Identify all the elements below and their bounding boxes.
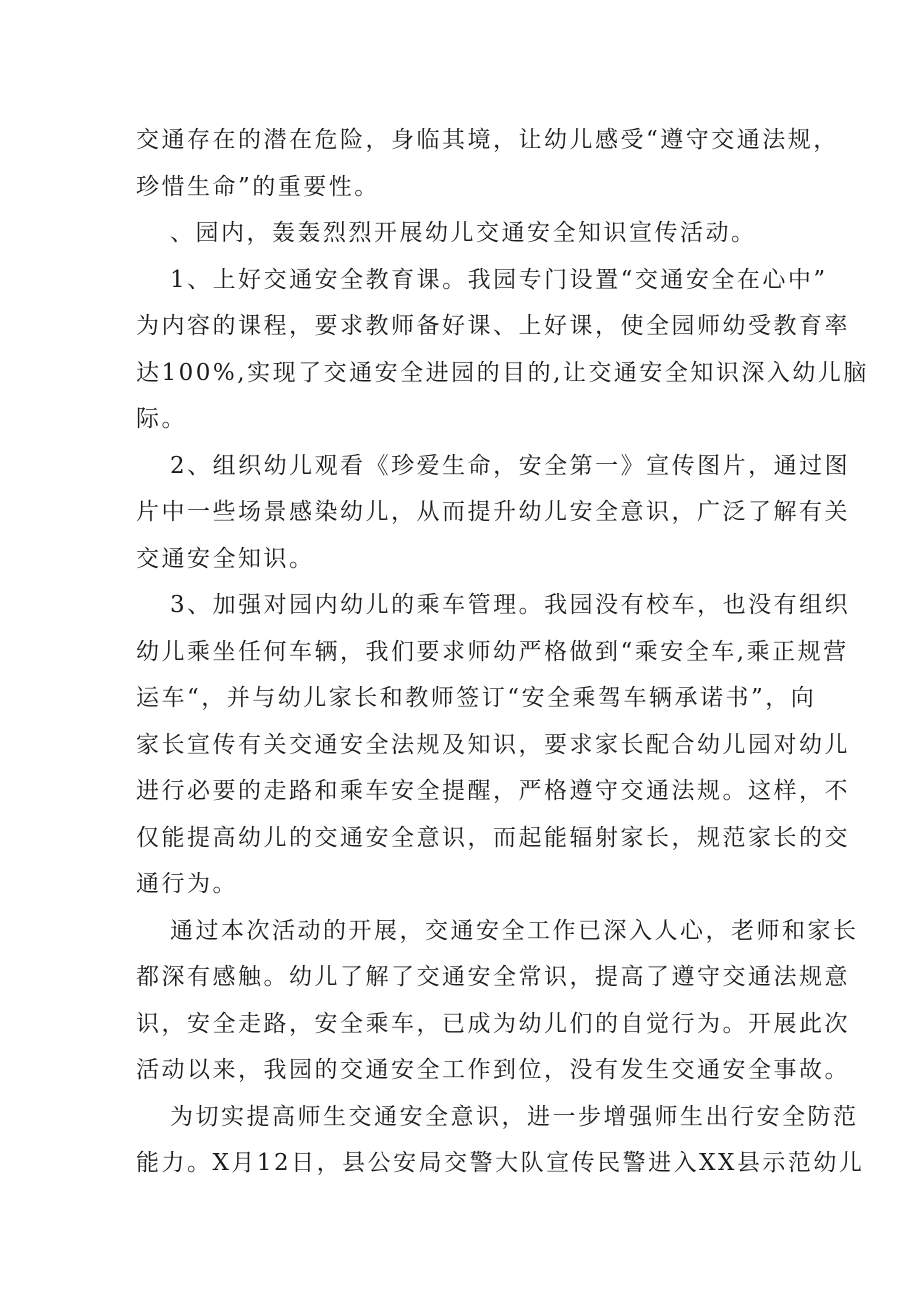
text-line: 、园内，轰轰烈烈开展幼儿交通安全知识宣传活动。 bbox=[170, 220, 757, 246]
text-line: 通过本次活动的开展，交通安全工作已深入人心，老师和家长 bbox=[170, 917, 859, 944]
text-line: 都深有感触。幼儿了解了交通安全常识，提高了遵守交通法规意 bbox=[136, 964, 850, 990]
paragraph bbox=[136, 210, 788, 257]
text-line: 交通存在的潜在危险，身临其境，让幼儿感受“遵守交通法规， bbox=[136, 127, 839, 153]
paragraph bbox=[136, 582, 851, 908]
text-line: 3、加强对园内幼儿的乘车管理。我园没有校车，也没有组织 bbox=[170, 592, 851, 618]
document-body bbox=[136, 117, 869, 1187]
text-line: 进行必要的走路和乘车安全提醒，严格遵守交通法规。这样，不 bbox=[136, 778, 850, 804]
text-line: 识，安全走路，安全乘车，已成为幼儿们的自觉行为。开展此次 bbox=[136, 1010, 850, 1037]
paragraph bbox=[136, 257, 869, 443]
text-line: 片中一些场景感染幼儿，从而提升幼儿安全意识，广泛了解有关 bbox=[136, 499, 850, 525]
paragraph bbox=[136, 1094, 865, 1187]
text-line: 运车“，并与幼儿家长和教师签订“安全乘驾车辆承诺书”，向 bbox=[136, 685, 817, 711]
text-line: 际。 bbox=[136, 406, 187, 432]
text-line: 能力。X月12日，县公安局交警大队宣传民警进入XX县示范幼儿 bbox=[136, 1150, 865, 1176]
text-line: 仅能提高幼儿的交通安全意识，而起能辐射家长，规范家长的交 bbox=[136, 824, 850, 851]
text-line: 幼儿乘坐任何车辆，我们要求师幼严格做到“乘安全车,乘正规营 bbox=[136, 638, 849, 665]
paragraph bbox=[136, 443, 851, 583]
text-line: 活动以来，我园的交通安全工作到位，没有发生交通安全事故。 bbox=[136, 1057, 850, 1083]
text-line: 为切实提高师生交通安全意识，进一步增强师生出行安全防范 bbox=[170, 1103, 859, 1130]
text-line: 达100%,实现了交通安全进园的目的,让交通安全知识深入幼儿脑 bbox=[136, 359, 869, 386]
text-line: 1、上好交通安全教育课。我园专门设置“交通安全在心中” bbox=[170, 266, 828, 293]
text-line: 交通安全知识。 bbox=[136, 545, 315, 572]
text-line: 通行为。 bbox=[136, 871, 238, 897]
paragraph bbox=[136, 117, 839, 210]
text-line: 为内容的课程，要求教师备好课、上好课，使全园师幼受教育率 bbox=[136, 313, 850, 339]
text-line: 珍惜生命”的重要性。 bbox=[136, 173, 380, 200]
text-line: 2、组织幼儿观看《珍爱生命，安全第一》宣传图片，通过图 bbox=[170, 452, 851, 479]
text-line: 家长宣传有关交通安全法规及知识，要求家长配合幼儿园对幼儿 bbox=[136, 731, 850, 758]
paragraph bbox=[136, 908, 859, 1094]
